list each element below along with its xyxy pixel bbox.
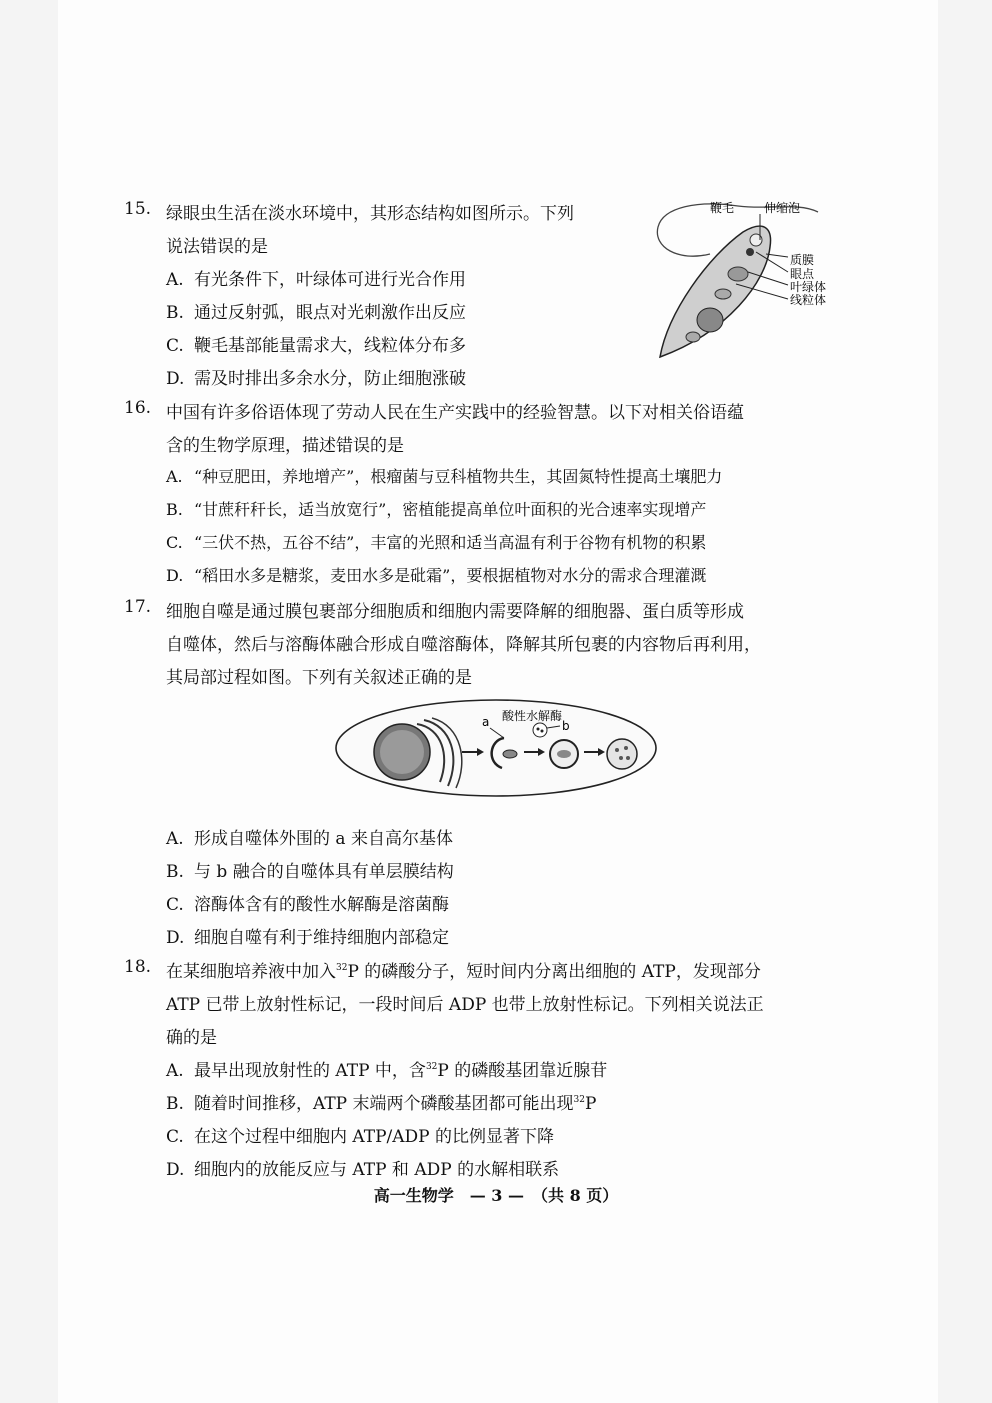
autophagy-figure xyxy=(332,696,660,800)
q18-number: 18. xyxy=(124,957,152,977)
q15-option-d xyxy=(166,364,466,389)
q17-option-d-text: 细胞自噬有利于维持细胞内部稳定 xyxy=(194,928,449,948)
label-chloroplast: 叶绿体 xyxy=(790,280,827,294)
q15-option-a-text: 有光条件下，叶绿体可进行光合作用 xyxy=(194,270,466,290)
q18-stem1-pre: 在某细胞培养液中加入 xyxy=(166,962,336,982)
label-b: b xyxy=(562,719,570,733)
q16-option-d-label: D. xyxy=(166,566,184,585)
q16-option-c xyxy=(166,530,706,553)
autolysosome xyxy=(607,739,637,769)
q17-stem-line2: 自噬体，然后与溶酶体融合形成自噬溶酶体，降解其所包裹的内容物后再利用， xyxy=(166,635,761,655)
q16-option-c-label: C. xyxy=(166,533,183,552)
q18-option-b-post: P xyxy=(584,1094,597,1114)
q16-number: 16. xyxy=(124,398,152,418)
q18-option-b-label: B. xyxy=(166,1094,184,1114)
q17-option-d xyxy=(166,923,449,948)
q18-option-c-label: C. xyxy=(166,1127,184,1147)
q17-option-a xyxy=(166,824,453,849)
label-vacuole: 伸缩泡 xyxy=(764,201,801,215)
q16-option-c-text: “三伏不热，五谷不结”，丰富的光照和适当高温有利于谷物有机物的积累 xyxy=(194,533,707,552)
label-eyespot: 眼点 xyxy=(790,267,815,281)
q18-option-b-pre: 随着时间推移，ATP 末端两个磷酸基团都可能出现 xyxy=(194,1094,574,1114)
q17-option-a-text: 形成自噬体外围的 a 来自高尔基体 xyxy=(194,829,453,849)
q17-option-a-label: A. xyxy=(166,829,184,849)
q15-option-a xyxy=(166,265,466,290)
q16-stem-line1: 中国有许多俗语体现了劳动人民在生产实践中的经验智慧。以下对相关俗语蕴 xyxy=(166,403,744,423)
q16-option-d xyxy=(166,563,706,586)
q17-option-c xyxy=(166,890,449,915)
q17-option-b-text: 与 b 融合的自噬体具有单层膜结构 xyxy=(194,862,454,882)
q15-option-d-text: 需及时排出多余水分，防止细胞涨破 xyxy=(194,369,466,389)
q15-option-b-text: 通过反射弧，眼点对光刺激作出反应 xyxy=(194,303,466,323)
q16-option-b xyxy=(166,497,706,520)
q18-stem1-post: P 的磷酸分子，短时间内分离出细胞的 ATP，发现部分 xyxy=(347,962,761,982)
q16-option-b-text: “甘蔗秆秆长，适当放宽行”，密植能提高单位叶面积的光合速率实现增产 xyxy=(194,500,707,519)
q15-option-c-label: C. xyxy=(166,336,184,356)
page-footer: 高一生物学 — 3 — （共 8 页） xyxy=(373,1186,619,1205)
q18-option-a-sup: 32 xyxy=(425,1062,438,1072)
q17-option-d-label: D. xyxy=(166,928,185,948)
q18-stem-line1 xyxy=(166,957,761,982)
q15-option-c-text: 鞭毛基部能量需求大，线粒体分布多 xyxy=(194,336,466,356)
q18-option-d xyxy=(166,1155,559,1180)
lysosome-b xyxy=(533,723,547,737)
nucleus-shape xyxy=(697,308,723,332)
label-membrane: 质膜 xyxy=(790,253,815,267)
q18-option-a xyxy=(166,1056,607,1081)
q15-option-d-label: D. xyxy=(166,369,185,389)
q15-number: 15. xyxy=(124,199,152,219)
q17-option-c-text: 溶酶体含有的酸性水解酶是溶菌酶 xyxy=(194,895,449,915)
q17-stem-line3: 其局部过程如图。下列有关叙述正确的是 xyxy=(166,668,472,688)
q18-option-c xyxy=(166,1122,554,1147)
q15-stem-line2: 说法错误的是 xyxy=(166,237,268,257)
q15-option-c xyxy=(166,331,466,356)
q15-stem-line1: 绿眼虫生活在淡水环境中，其形态结构如图所示。下列 xyxy=(166,204,574,224)
q18-option-b-sup: 32 xyxy=(573,1095,585,1105)
eyespot-shape xyxy=(746,248,754,256)
q18-option-b xyxy=(166,1089,596,1114)
q16-option-a-text: “种豆肥田，养地增产”，根瘤菌与豆科植物共生，其固氮特性提高土壤肥力 xyxy=(194,467,723,486)
q17-option-b xyxy=(166,857,454,882)
label-enzyme: 酸性水解酶 xyxy=(502,709,563,723)
q18-option-a-pre: 最早出现放射性的 ATP 中，含 xyxy=(194,1061,426,1081)
q15-option-b xyxy=(166,298,466,323)
q17-number: 17. xyxy=(124,597,152,617)
q18-stem1-sup: 32 xyxy=(336,963,348,973)
q17-stem-line1: 细胞自噬是通过膜包裹部分细胞质和细胞内需要降解的细胞器、蛋白质等形成 xyxy=(166,602,744,622)
q18-option-a-post: P 的磷酸基团靠近腺苷 xyxy=(437,1061,608,1081)
q16-option-a-label: A. xyxy=(166,467,183,486)
q16-option-d-text: “稻田水多是糖浆，麦田水多是砒霜”，要根据植物对水分的需求合理灌溉 xyxy=(194,566,707,585)
label-flagellum: 鞭毛 xyxy=(710,201,735,215)
q18-stem-line3: 确的是 xyxy=(166,1028,217,1048)
q16-option-b-label: B. xyxy=(166,500,183,519)
label-mitochondria: 线粒体 xyxy=(790,293,827,307)
q15-option-a-label: A. xyxy=(166,270,184,290)
q18-option-a-label: A. xyxy=(166,1061,184,1081)
q17-option-b-label: B. xyxy=(166,862,184,882)
q15-option-b-label: B. xyxy=(166,303,184,323)
q16-stem-line2: 含的生物学原理，描述错误的是 xyxy=(166,436,404,456)
q18-option-d-label: D. xyxy=(166,1160,185,1180)
q18-option-c-text: 在这个过程中细胞内 ATP/ADP 的比例显著下降 xyxy=(194,1127,555,1147)
q16-option-a xyxy=(166,464,722,487)
q18-option-d-text: 细胞内的放能反应与 ATP 和 ADP 的水解相联系 xyxy=(194,1160,560,1180)
label-a: a xyxy=(482,715,490,729)
euglena-figure xyxy=(638,192,838,364)
q17-option-c-label: C. xyxy=(166,895,184,915)
q18-stem-line2: ATP 已带上放射性标记，一段时间后 ADP 也带上放射性标记。下列相关说法正 xyxy=(166,995,764,1015)
